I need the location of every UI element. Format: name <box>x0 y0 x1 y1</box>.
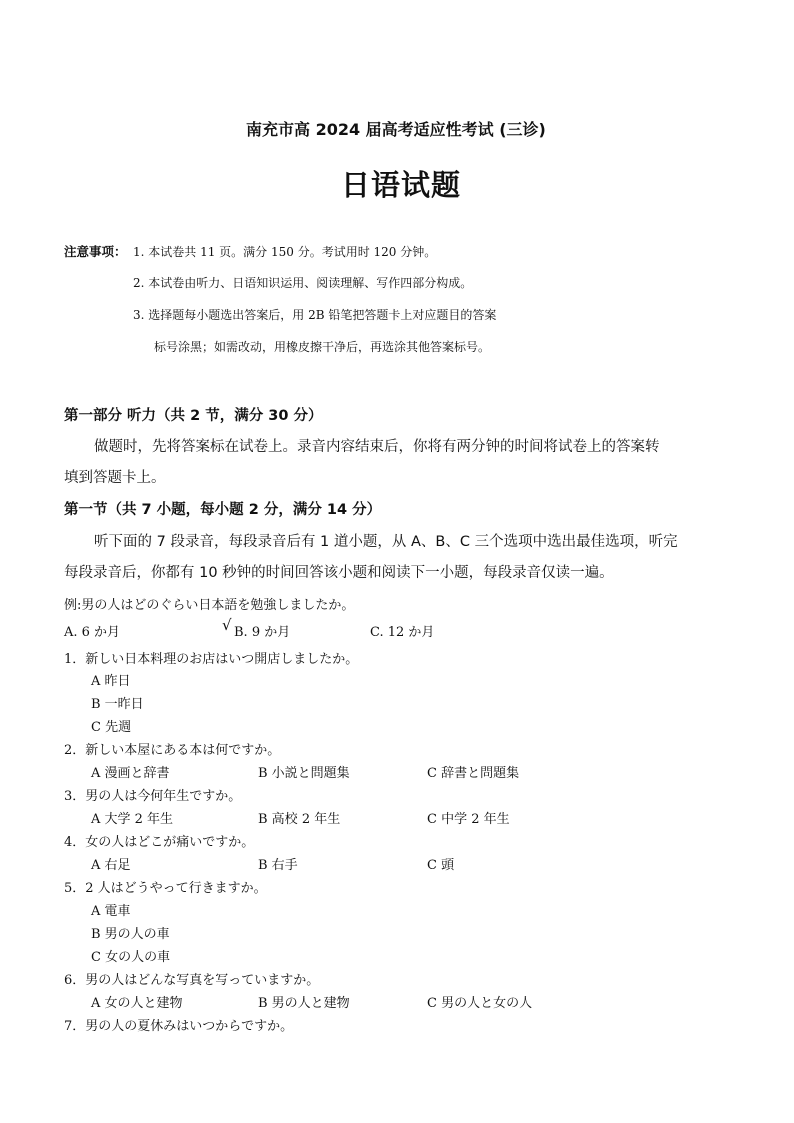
example-option-a: A. 6 か月 <box>64 625 121 640</box>
q2-option-c: C 辞書と問題集 <box>427 766 520 781</box>
q3-option-c: C 中学 2 年生 <box>427 812 510 827</box>
check-mark-icon: √ <box>222 616 232 634</box>
q5-option-b: B 男の人の車 <box>91 927 170 942</box>
question-6: 6．男の人はどんな写真を写っていますか。 <box>64 973 320 988</box>
q2-option-b: B 小説と問題集 <box>258 766 350 781</box>
q2-option-a: A 漫画と辞書 <box>91 766 170 781</box>
note-item-1: 1. 本试卷共 11 页。满分 150 分。考试用时 120 分钟。 <box>133 245 437 259</box>
note-item-3-cont: 标号涂黑；如需改动，用橡皮擦干净后，再选涂其他答案标号。 <box>154 340 491 354</box>
notes-label: 注意事项： <box>64 244 127 259</box>
example-option-c: C. 12 か月 <box>370 625 435 640</box>
exam-title: 日语试题 <box>341 168 462 202</box>
q1-option-c: C 先週 <box>91 720 132 735</box>
q6-option-a: A 女の人と建物 <box>91 996 183 1011</box>
question-7: 7．男の人の夏休みはいつからですか。 <box>64 1019 294 1034</box>
q4-option-c: C 頭 <box>427 858 455 873</box>
exam-subtitle: 南充市高 2024 届高考适应性考试 (三诊) <box>246 120 546 139</box>
q5-option-a: A 電車 <box>91 904 131 919</box>
part1-intro-2: 填到答题卡上。 <box>64 470 166 486</box>
part1-intro-1: 做题时，先将答案标在试卷上。录音内容结束后，你将有两分钟的时间将试卷上的答案转 <box>94 439 660 455</box>
q1-option-b: B 一昨日 <box>91 697 144 712</box>
note-item-3: 3. 选择题每小题选出答案后，用 2B 铅笔把答题卡上对应题目的答案 <box>133 308 497 322</box>
q6-option-b: B 男の人と建物 <box>258 996 350 1011</box>
q3-option-a: A 大学 2 年生 <box>91 812 174 827</box>
question-5: 5．2 人はどうやって行きますか。 <box>64 881 267 896</box>
question-2: 2．新しい本屋にある本は何ですか。 <box>64 743 281 758</box>
question-3: 3．男の人は今何年生ですか。 <box>64 789 242 804</box>
example-option-b: B. 9 か月 <box>234 625 291 640</box>
question-1: 1．新しい日本料理のお店はいつ開店しましたか。 <box>64 652 359 667</box>
note-item-2: 2. 本试卷由听力、日语知识运用、阅读理解、写作四部分构成。 <box>133 276 473 290</box>
section1-heading: 第一节（共 7 小题，每小题 2 分，满分 14 分） <box>64 502 382 518</box>
part1-heading: 第一部分 听力（共 2 节，满分 30 分） <box>64 408 323 424</box>
q5-option-c: C 女の人の車 <box>91 950 171 965</box>
question-4: 4．女の人はどこが痛いですか。 <box>64 835 255 850</box>
q6-option-c: C 男の人と女の人 <box>427 996 533 1011</box>
q4-option-a: A 右足 <box>91 858 131 873</box>
q3-option-b: B 高校 2 年生 <box>258 812 341 827</box>
section1-intro-2: 每段录音后，你都有 10 秒钟的时间回答该小题和阅读下一小题，每段录音仅读一遍。 <box>64 565 614 581</box>
q1-option-a: A 昨日 <box>91 674 131 689</box>
section1-intro-1: 听下面的 7 段录音，每段录音后有 1 道小题，从 A、B、C 三个选项中选出最佳选项，听完 <box>94 534 678 550</box>
example-question: 例:男の人はどのぐらい日本語を勉強しましたか。 <box>64 598 355 613</box>
q4-option-b: B 右手 <box>258 858 298 873</box>
